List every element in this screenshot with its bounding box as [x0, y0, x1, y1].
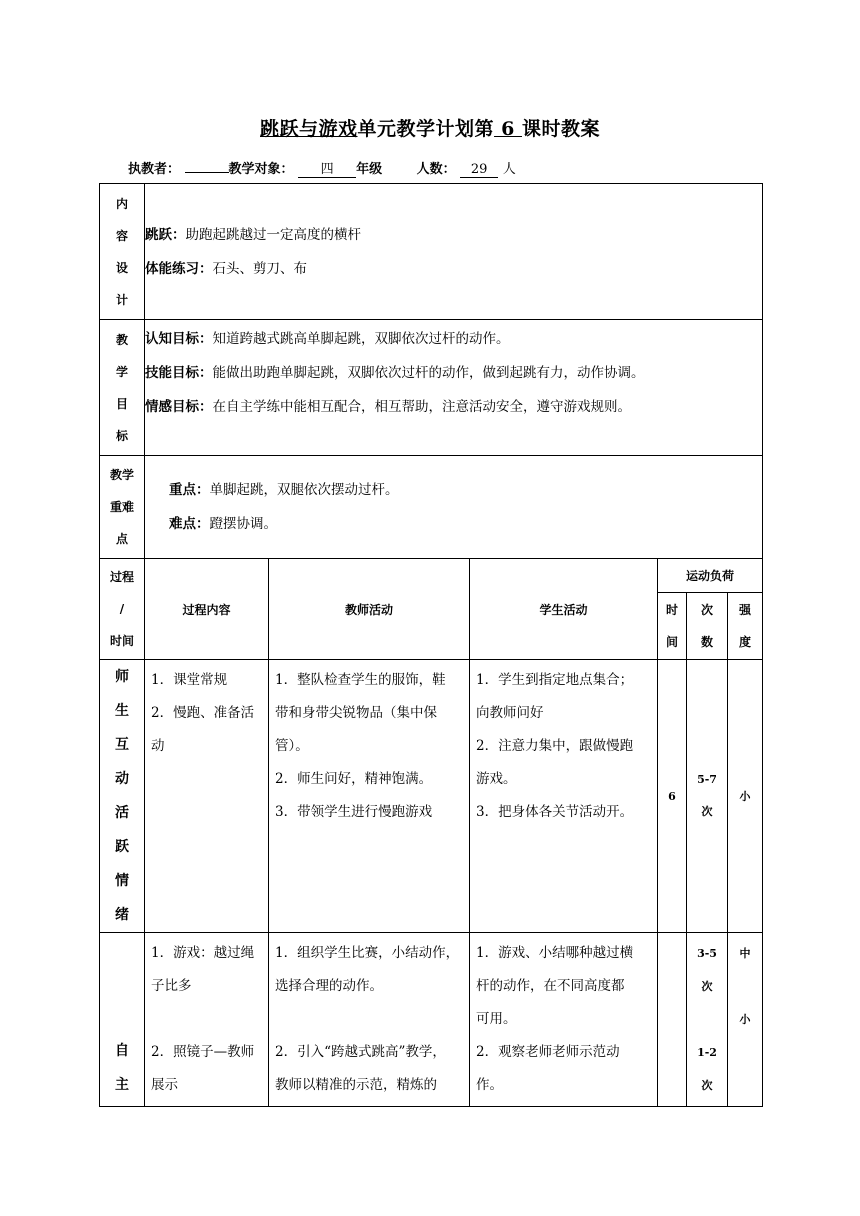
content-design-side-label: 内 容 设 计	[100, 184, 145, 320]
student-activity-cell: 1．学生到指定地点集合； 向教师问好 2．注意力集中，跟做慢跑 游戏。 3．把身体各关节活动开。	[470, 660, 658, 933]
process-content-header: 过程内容	[145, 559, 269, 660]
title-lesson-number: 6	[494, 118, 522, 140]
content-design-row	[100, 184, 763, 320]
title-plan-text: 单元教学计划第	[357, 118, 495, 140]
goals-side-label: 教 学 目 标	[100, 320, 145, 456]
teacher-activity-cell: 1．组织学生比赛，小结动作， 选择合理的动作。 2．引入“跨越式跳高”教学， 教师以精准的示范，精炼的	[269, 933, 470, 1107]
content-line: 跳跃：助跑起跳越过一定高度的横杆	[145, 226, 361, 243]
time-header: 时 间	[658, 593, 687, 660]
intensity-header: 强 度	[728, 593, 763, 660]
content-line: 体能练习：石头、剪刀、布	[145, 260, 307, 277]
key-point-line: 重点：单脚起跳，双腿依次摆动过杆。	[169, 482, 399, 498]
student-activity-cell: 1．游戏、小结哪种越过横 杆的动作，在不同高度都 可用。 2．观察老师老师示范动 作。	[470, 933, 658, 1107]
stage-label: 师 生 互 动 活 跃 情 绪	[100, 660, 145, 933]
goal-line: 情感目标：在自主学练中能相互配合，相互帮助，注意活动安全，遵守游戏规则。	[145, 399, 631, 415]
count-label: 人数：	[416, 162, 456, 177]
count-value: 29	[460, 162, 498, 178]
time-cell	[658, 933, 687, 1107]
lesson-meta	[128, 158, 516, 178]
times-cell: 3-5 次 1-2 次	[687, 933, 728, 1107]
process-content-cell: 1．课堂常规 2．慢跑、准备活 动	[145, 660, 269, 933]
grade-unit: 年级	[356, 162, 383, 177]
process-header-row-1	[100, 559, 763, 593]
teacher-activity-cell: 1．整队检查学生的服饰，鞋 带和身带尖锐物品（集中保 管）。 2．师生问好，精神饱满。 3．带领学生进行慢跑游戏	[269, 660, 470, 933]
grade-value: 四	[298, 158, 356, 178]
time-cell: 6	[658, 660, 687, 933]
intensity-cell: 中 小	[728, 933, 763, 1107]
goals-row	[100, 320, 763, 456]
table-row	[100, 933, 763, 1107]
table-row	[100, 660, 763, 933]
process-content-cell: 1．游戏：越过绳 子比多 2．照镜子—教师 展示	[145, 933, 269, 1107]
content-design-body	[145, 184, 763, 320]
goal-line: 认知目标：知道跨越式跳高单脚起跳，双脚依次过杆的动作。	[145, 331, 510, 347]
exercise-load-header: 运动负荷	[658, 559, 763, 593]
lesson-plan-table	[99, 183, 763, 1107]
student-activity-header: 学生活动	[470, 559, 658, 660]
target-label: 教学对象：	[228, 162, 294, 177]
page-title	[0, 114, 860, 141]
intensity-cell: 小	[728, 660, 763, 933]
count-unit: 人	[502, 162, 516, 177]
teacher-activity-header: 教师活动	[269, 559, 470, 660]
teacher-value	[185, 172, 229, 173]
title-unit-name: 跳跃与游戏	[260, 118, 358, 140]
key-points-body	[145, 456, 763, 559]
stage-label: 自 主	[100, 933, 145, 1107]
key-points-row	[100, 456, 763, 559]
times-cell: 5-7 次	[687, 660, 728, 933]
process-time-header: 过程 / 时间	[100, 559, 145, 660]
key-point-line: 难点：蹬摆协调。	[169, 516, 277, 532]
key-points-side-label: 教学 重难 点	[100, 456, 145, 559]
teacher-label: 执教者：	[128, 162, 181, 177]
times-header: 次 数	[687, 593, 728, 660]
goal-line: 技能目标：能做出助跑单脚起跳，双脚依次过杆的动作，做到起跳有力，动作协调。	[145, 365, 645, 381]
goals-body	[145, 320, 763, 456]
title-lesson-text: 课时教案	[521, 118, 600, 140]
